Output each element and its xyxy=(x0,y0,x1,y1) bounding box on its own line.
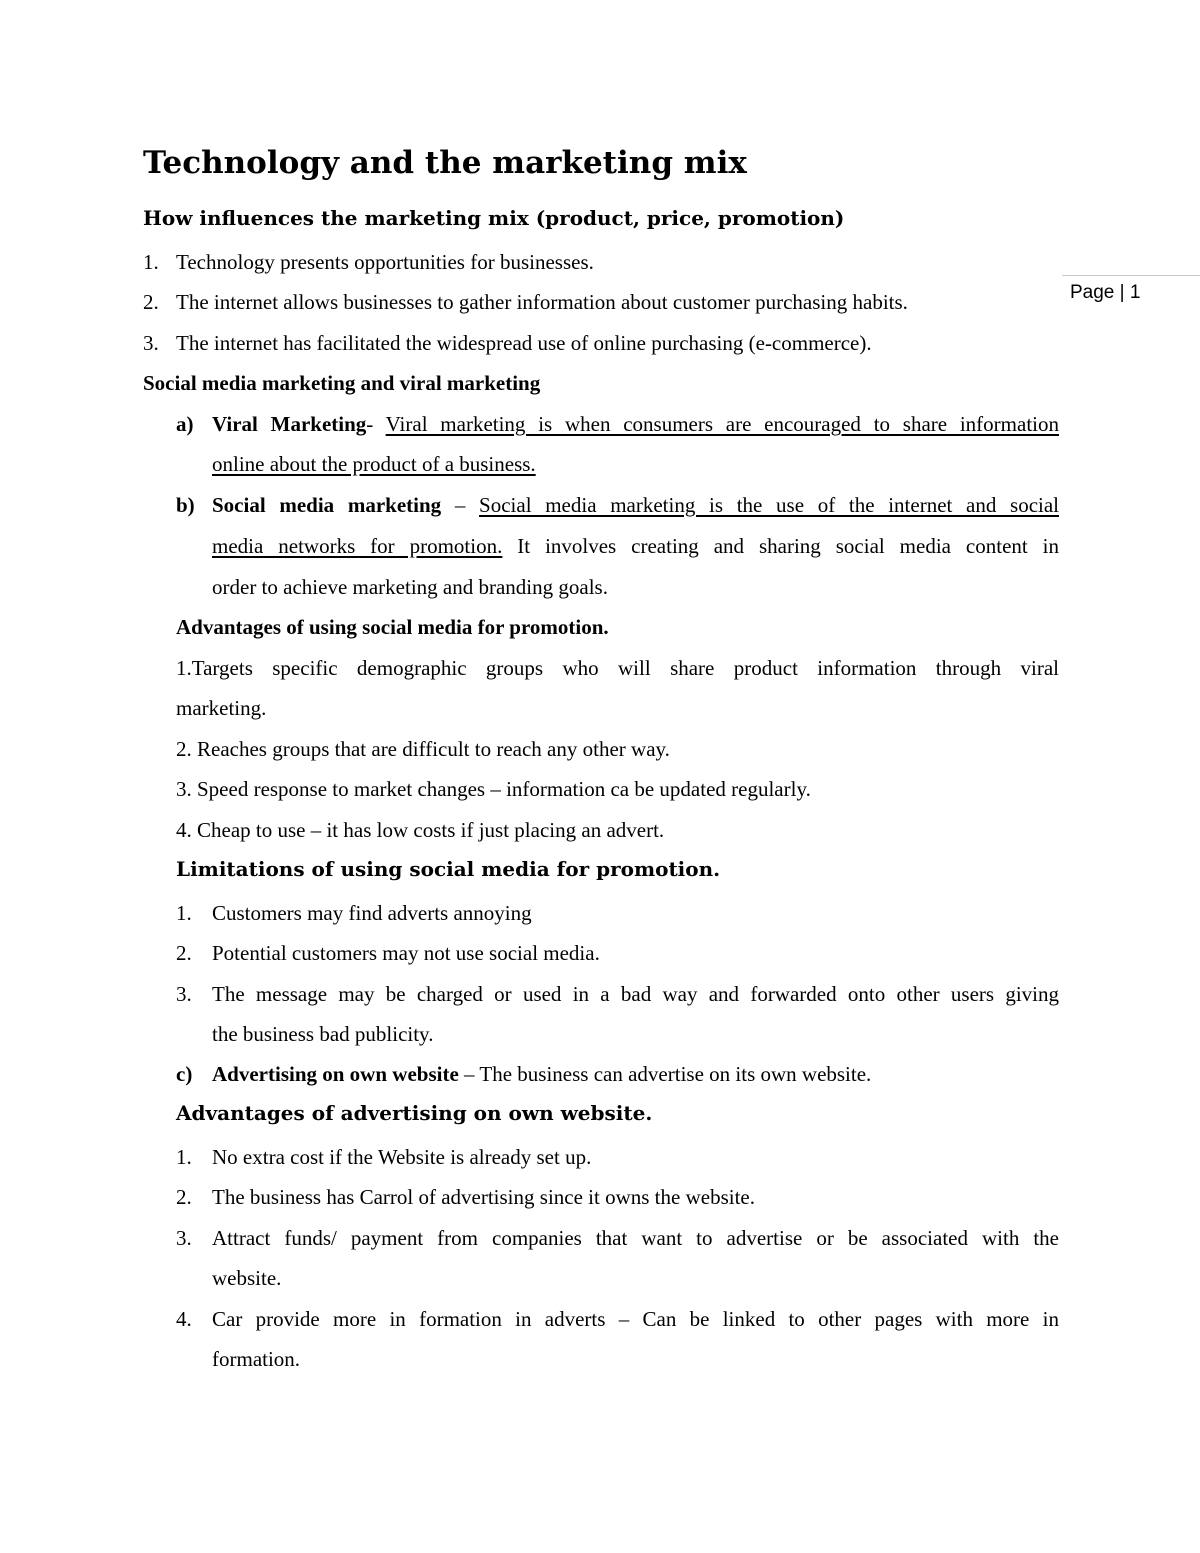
list-item-number: 1. xyxy=(143,250,159,274)
list-item-letter: b) xyxy=(176,493,195,517)
section-heading-social-viral: Social media marketing and viral marketing xyxy=(143,371,541,395)
viral-definition-line-2: online about the product of a business. xyxy=(212,452,536,476)
advantage-item-3: 3. Speed response to market changes – information ca be updated regularly. xyxy=(176,777,811,801)
term-separator: - xyxy=(366,412,386,436)
list-item-text: The internet allows businesses to gather information about customer purchasing habits. xyxy=(176,290,908,314)
list-item-number: 2. xyxy=(176,941,192,965)
section-heading-advantages-website: Advantages of advertising on own website. xyxy=(176,1101,653,1125)
social-definition-rest: It involves creating and sharing social media content in xyxy=(502,534,1060,558)
list-item-text: No extra cost if the Website is already set up. xyxy=(212,1145,592,1169)
page-number: Page | 1 xyxy=(1070,282,1141,303)
list-item-text: The business has Carrol of advertising since it owns the website. xyxy=(212,1185,755,1209)
section-heading-influences: How influences the marketing mix (product, price, promotion) xyxy=(143,206,845,230)
list-item-number: 3. xyxy=(176,1226,192,1250)
viral-marketing-definition xyxy=(212,411,1059,437)
header-rule xyxy=(1062,275,1200,276)
list-item-text: The message may be charged or used in a bad way and forwarded onto other users giving xyxy=(212,982,1059,1006)
term-separator: – xyxy=(441,493,480,517)
advantage-item-4: 4. Cheap to use – it has low costs if just placing an advert. xyxy=(176,818,665,842)
term-social-media-marketing: Social media marketing xyxy=(212,493,442,517)
list-item-number: 4. xyxy=(176,1307,192,1331)
list-item-letter: c) xyxy=(176,1062,193,1086)
list-item-continuation: formation. xyxy=(212,1347,301,1371)
social-definition-continuation xyxy=(212,533,1059,559)
list-item-text: Potential customers may not use social media. xyxy=(212,941,600,965)
list-item-number: 2. xyxy=(143,290,159,314)
list-item-text: Attract funds/ payment from companies that want to advertise or be associated with the xyxy=(212,1226,1059,1250)
list-item-continuation: website. xyxy=(212,1266,282,1290)
list-item-text: Car provide more in formation in adverts – Can be linked to other pages with more in xyxy=(212,1307,1059,1331)
page-title: Technology and the marketing mix xyxy=(143,145,747,181)
website-advertising-definition xyxy=(212,1061,871,1087)
list-item-number: 2. xyxy=(176,1185,192,1209)
list-item-letter: a) xyxy=(176,412,194,436)
social-definition-line-2: media networks for promotion. xyxy=(212,534,503,558)
list-item-text: Customers may find adverts annoying xyxy=(212,901,532,925)
advantage-item-2: 2. Reaches groups that are difficult to reach any other way. xyxy=(176,737,670,761)
list-item-number: 1. xyxy=(176,1145,192,1169)
section-heading-advantages-social: Advantages of using social media for promotion. xyxy=(176,615,609,639)
term-advertising-own-website: Advertising on own website xyxy=(212,1062,459,1086)
website-definition-rest: – The business can advertise on its own website. xyxy=(458,1062,872,1086)
advantage-item-1-continuation: marketing. xyxy=(176,696,267,720)
term-viral-marketing: Viral Marketing xyxy=(212,412,367,436)
social-definition-line-1: Social media marketing is the use of the internet and social xyxy=(479,493,1060,517)
section-heading-limitations: Limitations of using social media for promotion. xyxy=(176,857,721,881)
list-item-continuation: the business bad publicity. xyxy=(212,1022,434,1046)
list-item-number: 1. xyxy=(176,901,192,925)
advantage-item-1: 1.Targets specific demographic groups who will share product information through viral xyxy=(176,656,1059,680)
list-item-number: 3. xyxy=(176,982,192,1006)
list-item-text: The internet has facilitated the widespread use of online purchasing (e-commerce). xyxy=(176,331,872,355)
viral-definition-line-1: Viral marketing is when consumers are encouraged to share information xyxy=(385,412,1059,436)
list-item-text: Technology presents opportunities for businesses. xyxy=(176,250,594,274)
social-definition-line-3: order to achieve marketing and branding goals. xyxy=(212,575,608,599)
list-item-number: 3. xyxy=(143,331,159,355)
social-media-marketing-definition xyxy=(212,492,1059,518)
viral-definition-continuation xyxy=(212,451,536,477)
